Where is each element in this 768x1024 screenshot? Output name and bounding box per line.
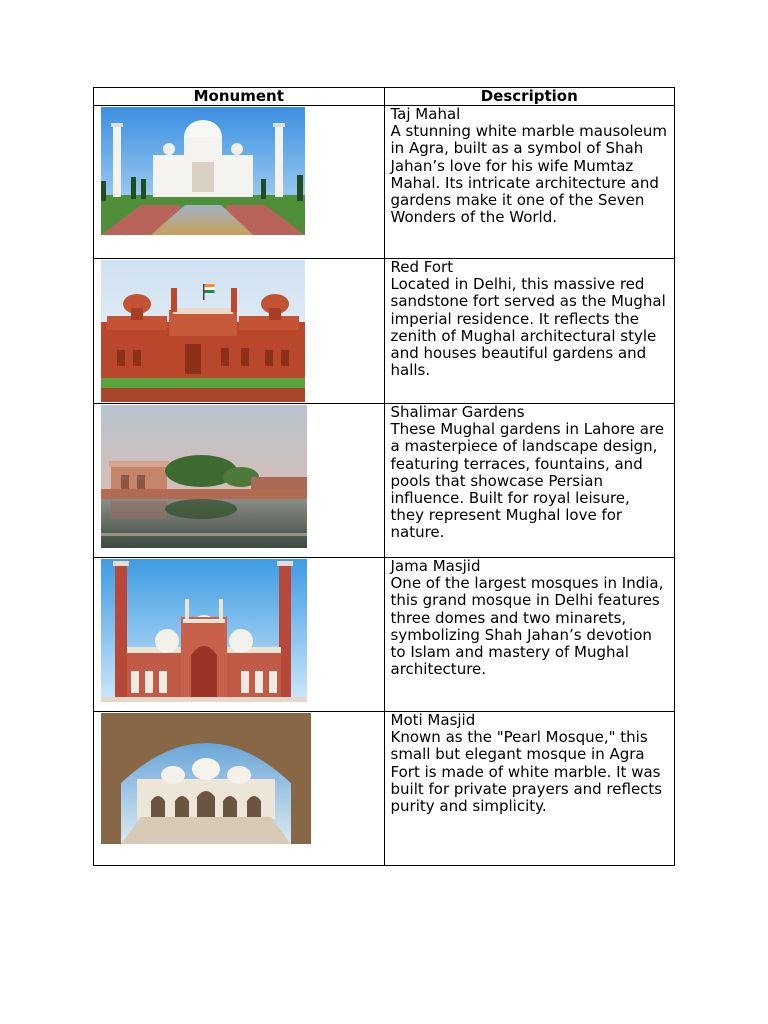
monument-description: These Mughal gardens in Lahore are a masterpiece of landscape design, featuring terraces, fountains, and pools that showcase Persian influence. Built for royal leisure, they represent Mughal love for nature. [390,420,665,542]
monument-name: Moti Masjid [390,711,476,729]
moti-masjid-photo [101,713,384,844]
monument-image-cell [94,712,385,866]
red-fort-photo [101,260,384,402]
monument-image-cell [94,558,385,712]
monuments-table [93,87,675,866]
monument-description-cell [384,558,675,712]
monument-description-cell [384,404,675,558]
monument-description: One of the largest mosques in India, this grand mosque in Delhi features three domes and two minarets, symbolizing Shah Jahan’s devotion to Islam and mastery of Mughal architecture. [390,574,664,679]
table-row [94,404,675,558]
table-header-row [94,88,675,106]
monument-description-cell [384,712,675,866]
monument-description: Known as the "Pearl Mosque," this small but elegant mosque in Agra Fort is made of white marble. It was built for private prayers and reflects purity and simplicity. [390,728,663,816]
shalimar-gardens-photo [101,405,384,548]
table-row [94,558,675,712]
monument-image-cell [94,259,385,404]
taj-mahal-photo [101,107,384,235]
monument-name: Taj Mahal [390,105,461,123]
table-row [94,259,675,404]
table-row [94,712,675,866]
monument-description-cell [384,259,675,404]
monument-name: Shalimar Gardens [390,403,525,421]
monument-name: Red Fort [390,258,454,276]
monument-image-cell [94,404,385,558]
monument-description: A stunning white marble mausoleum in Agra, built as a symbol of Shah Jahan’s love for his wife Mumtaz Mahal. Its intricate architecture and gardens make it one of the Seven Wonders of the World. [390,122,668,227]
header-description: Description [384,88,675,106]
monument-image-cell [94,106,385,259]
header-monument: Monument [94,88,385,106]
monument-description-cell [384,106,675,259]
monument-name: Jama Masjid [390,557,481,575]
jama-masjid-photo [101,559,384,702]
table-row [94,106,675,259]
monument-description: Located in Delhi, this massive red sandstone fort served as the Mughal imperial residence. It reflects the zenith of Mughal architectural style and houses beautiful gardens and halls. [390,275,666,380]
